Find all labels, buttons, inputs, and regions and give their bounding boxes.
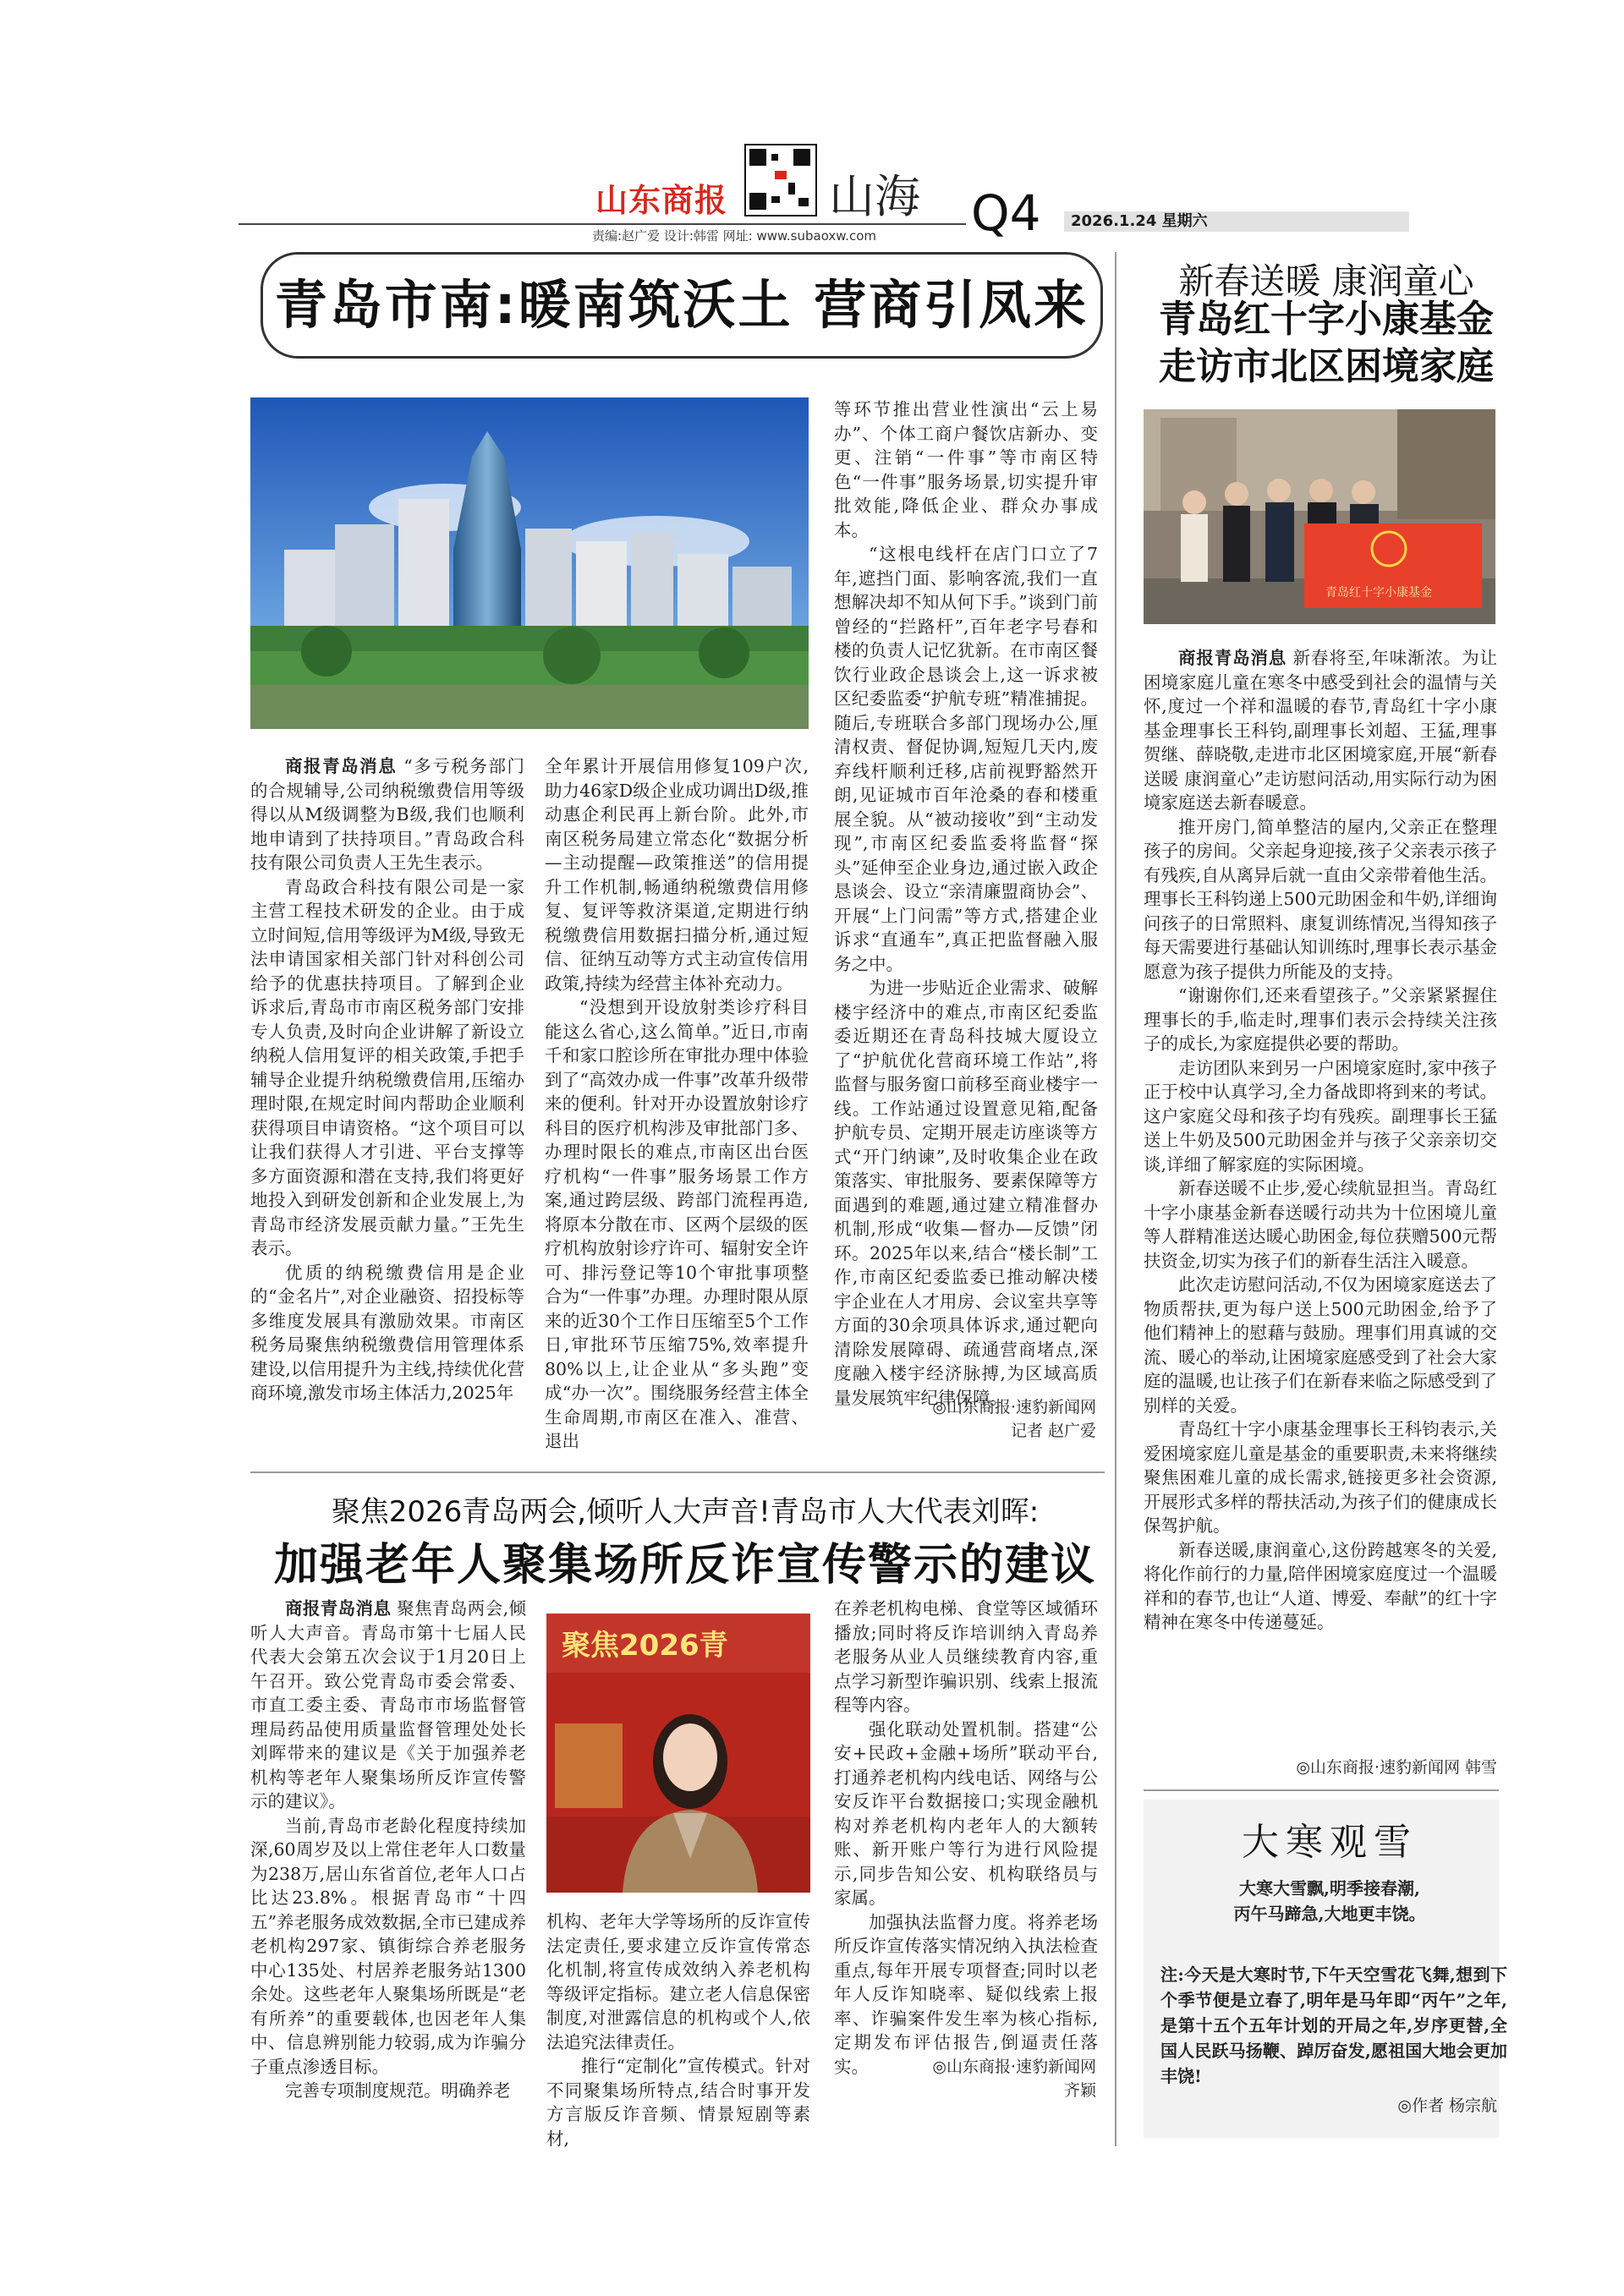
sidebar-para-8: 新春送暖,康润童心,这份跨越寒冬的关爱,将化作前行的力量,陪伴困境家庭度过一个温暖祥和的春节,也让“人道、博爱、奉献”的红十字精神在寒冬中传递蔓延。 [1144,1539,1497,1632]
lead-col2-para-1: 全年累计开展信用修复109户次,助力46家D级企业成功调出D级,推动惠企利民再上新台阶。此外,市南区税务局建立常态化“数据分析—主动提醒—政策推送”的信用提升工作机制,畅通纳税缴费信用修复、复评等救济渠道,定期进行纳税缴费信用数据扫描分析,通过短信、征纳互动等方式主动宣传信用政策,持续为经营主体补充动力。 [545,756,809,994]
qr-code-icon [744,144,817,216]
second-col2-para-1: 机构、老年大学等场所的反诈宣传法定责任,要求建立反诈宣传常态化机制,将宣传成效纳入养老机构等级评定指标。建立老人信息保密制度,对泄露信息的机构或个人,依法追究法律责任。 [546,1911,810,2052]
poem-lines [1144,1876,1516,1926]
sidebar-para-5: 新春送暖不止步,爱心续航显担当。青岛红十字小康基金新春送暖行动共为十位困境儿童等人群精准送达暖心助困金,每位获赠500元帮扶资金,切实为孩子们的新春生活注入暖意。 [1144,1178,1497,1271]
lead-col3-para-2: “这根电线杆在店门口立了7年,遮挡门面、影响客流,我们一直想解决却不知从何下手。”谈到门前曾经的“拦路杆”,百年老字号春和楼的负责人记忆犹新。在市南区餐饮行业政企恳谈会上,这一诉求被区纪委监委“护航专班”精准捕捉。随后,专班联合多部门现场办公,厘清权责、督促协调,短短几天内,废弃线杆顺利迁移,店前视野豁然开朗,见证城市百年沧桑的春和楼重展全貌。从“被动接收”到“主动发现”,市南区纪委监委将监督“探头”延伸至企业身边,通过嵌入政企恳谈会、设立“亲清廉盟商协会”、开展“上门问需”等方式,搭建企业诉求“直通车”,真正把监督融入服务之中。 [834,544,1098,974]
sidebar-para-6: 此次走访慰问活动,不仅为困境家庭送去了物质帮扶,更为每户送上500元助困金,给予了他们精神上的慰藉与鼓励。理事们用真诚的交流、暖心的举动,让困境家庭感受到了社会大家庭的温暖,也让孩子们在新春来临之际感受到了别样的关爱。 [1144,1274,1497,1416]
lead-col3-para-3: 为进一步贴近企业需求、破解楼宇经济中的难点,市南区纪委监委近期还在青岛科技城大厦设立了“护航优化营商环境工作站”,将监督与服务窗口前移至商业楼宇一线。工作站通过设置意见箱,配备护航专员、定期开展走访座谈等方式“开门纳谏”,及时收集企业在政策落实、审批服务、要素保障等方面遇到的难题,通过建立精准督办机制,形成“收集—督办—反馈”闭环。2025年以来,结合“楼长制”工作,市南区纪委监委已推动解决楼宇企业在人才用房、会议室共享等方面的30余项具体诉求,通过靶向清除发展障碍、疏通营商堵点,深度融入楼宇经济脉搏,为区域高质量发展筑牢纪律保障。 [834,978,1098,1408]
sidebar-headline-line-2: 走访市北区困境家庭 [1159,345,1494,388]
second-byline-reporter: 齐颖 [1063,2081,1096,2100]
masthead-rule [239,223,966,225]
poem-title: 大寒观雪 [1242,1821,1418,1864]
photo-banner-text: 聚焦2026青 [562,1629,728,1663]
page-number: Q4 [971,184,1041,242]
poem-divider [1144,1789,1499,1791]
lead-headline: 青岛市南:暖南筑沃土 营商引凤来 [261,252,1103,359]
poem-line-1: 大寒大雪飘,明季接春潮, [1239,1878,1420,1899]
lead-byline-source: ◎山东商报·速豹新闻网 [932,1398,1096,1417]
second-col3-para-3: 加强执法监督力度。将养老场所反诈宣传落实情况纳入执法检查重点,每年开展专项督查;同时以老年人反诈知晓率、疑似线索上报率、诈骗案件发生率为核心指标,定期发布评估报告,倒逼责任落实。 [834,1911,1098,2077]
city-skyline-photo [250,397,809,729]
sidebar-dateline: 商报青岛消息 [1178,648,1287,668]
lead-col1-para-1-text: “多亏税务部门的合规辅导,公司纳税缴费信用等级得以从M级调整为B级,我们也顺利地申请到了扶持项目。”青岛政合科技有限公司负责人王先生表示。 [250,756,524,873]
sidebar-divider [1115,252,1116,2146]
lead-col3-para-1: 等环节推出营业性演出“云上易办”、个体工商户餐饮店新办、变更、注销“一件事”等市南区特色“一件事”服务场景,切实提升审批效能,降低企业、群众办事成本。 [834,399,1098,540]
sidebar-para-1 [1144,646,1497,815]
lead-column-3 [834,397,1098,1410]
second-col1-para-2: 当前,青岛市老龄化程度持续加深,60周岁及以上常住老年人口数量为238万,居山东省首位,老年人口占比达23.8%。根据青岛市“十四五”养老服务成效数据,全市已建成养老机构297家、镇街综合养老服务中心135处、村居养老服务站1300余处。这些老年人聚集场所既是“老有所养”的重要载体,也因老年人集中、信息辨别能力较弱,成为诈骗分子重点渗透目标。 [250,1815,526,2077]
sidebar-para-1-text: 新春将至,年味渐浓。为让困境家庭儿童在寒冬中感受到社会的温情与关怀,度过一个祥和温暖的春节,青岛红十字小康基金理事长王科钧,副理事长刘超、王猛,理事贺继、薛晓敬,走进市北区困境家庭,开展“新春送暖 康润童心”走访慰问活动,用实际行动为困境家庭送去新春暖意。 [1144,648,1497,813]
lead-byline [846,1395,1096,1443]
sidebar-headline-line-1: 青岛红十字小康基金 [1159,298,1494,341]
second-byline-source: ◎山东商报·速豹新闻网 [932,2058,1096,2076]
second-column-1 [250,1597,526,2103]
banner-caption: 青岛红十字小康基金 [1325,586,1432,600]
sidebar-byline: ◎山东商报·速豹新闻网 韩雪 [1296,1758,1497,1777]
second-column-2 [546,1910,810,2151]
lead-byline-reporter: 记者 赵广爱 [1010,1422,1096,1440]
sidebar-para-7: 青岛红十字小康基金理事长王科钧表示,关爱困境家庭儿童是基金的重要职责,未来将继续聚焦困难儿童的成长需求,链接更多社会资源,开展形式多样的帮扶活动,为孩子们的健康成长保驾护航。 [1144,1419,1497,1536]
sidebar-para-2: 推开房门,简单整洁的屋内,父亲正在整理孩子的房间。父亲起身迎接,孩子父亲表示孩子有残疾,自从离异后就一直由父亲带着他生活。理事长王科钧递上500元助困金和牛奶,详细询问孩子的日常照料、康复训练情况,当得知孩子每天需要进行基础认知训练时,理事长表示基金愿意为孩子提供力所能及的支持。 [1144,816,1497,982]
second-column-3 [834,1597,1098,2079]
lead-col1-para-2: 青岛政合科技有限公司是一家主营工程技术研发的企业。由于成立时间短,信用等级评为M级,导致无法申请国家相关部门针对科创公司给予的优惠扶持项目。了解到企业诉求后,青岛市市南区税务部门安排专人负责,及时向企业讲解了新设立纳税人信用复评的相关政策,手把手辅导企业提升纳税缴费信用,压缩办理时限,在规定时间内帮助企业顺利获得项目申请资格。“这个项目可以让我们获得人才引进、平台支撑等多方面资源和潜在支持,我们将更好地投入到研发创新和企业发展上,为青岛市经济发展贡献力量。”王先生表示。 [250,876,524,1258]
second-col1-dateline: 商报青岛消息 [285,1598,392,1619]
skyline-illustration [250,397,809,729]
lead-col1-para-3: 优质的纳税缴费信用是企业的“金名片”,对企业融资、招投标等多维度发展具有激励效果。市南区税务局聚焦纳税缴费信用管理体系建设,以信用提升为主线,持续优化营商环境,激发市场主体活力,2025年 [250,1262,524,1403]
sidebar-headline [1132,296,1521,391]
second-headline: 加强老年人聚集场所反诈宣传警示的建议 [273,1540,1096,1591]
second-kicker: 聚焦2026青岛两会,倾听人大声音!青岛市人大代表刘晖: [331,1495,1040,1529]
second-col1-para-1 [250,1597,526,1814]
poem-line-2: 丙午马蹄急,大地更丰饶。 [1233,1904,1426,1924]
delegate-portrait-photo [546,1614,810,1893]
masthead-credits: 责编:赵广爱 设计:韩雷 网址: www.subaoxw.com [592,228,876,244]
lead-col2-para-2: “没想到开设放射类诊疗科目能这么省心,这么简单。”近日,市南千和家口腔诊所在审批办理中体验到了“高效办成一件事”改革升级带来的便利。针对开办设置放射诊疗科目的医疗机构涉及审批部门多、办理时限长的难点,市南区出台医疗机构“一件事”服务场景工作方案,通过跨层级、跨部门流程再造,将原本分散在市、区两个层级的医疗机构放射诊疗许可、辐射安全许可、排污登记等10个审批事项整合为“一件事”办理。办理时限从原来的近30个工作日压缩至5个工作日,审批环节压缩75%,效率提升80%以上,让企业从“多头跑”变成“办一次”。围绕服务经营主体全生命周期,市南区在准入、准营、退出 [545,997,809,1451]
second-col3-para-2: 强化联动处置机制。搭建“公安+民政+金融+场所”联动平台,打通养老机构内线电话、网络与公安反诈平台数据接口;实现金融机构对养老机构内老年人的大额转账、新开账户等行为进行风险提示,同步告知公安、机构联络员与家属。 [834,1718,1098,1908]
second-col3-para-1: 在养老机构电梯、食堂等区域循环播放;同时将反诈培训纳入青岛养老服务从业人员继续教育内容,重点学习新型诈骗识别、线索上报流程等内容。 [834,1598,1098,1715]
sidebar-para-4: 走访团队来到另一户困境家庭时,家中孩子正于校中认真学习,全力备战即将到来的考试。这户家庭父母和孩子均有残疾。副理事长王猛送上牛奶及500元助困金并与孩子父亲亲切交谈,详细了解家庭的实际困境。 [1144,1057,1497,1175]
issue-date: 2026.1.24 星期六 [1064,211,1409,232]
second-col1-para-1-text: 聚焦青岛两会,倾听人大声音。青岛市第十七届人民代表大会第五次会议于1月20日上午召开。致公党青岛市委会常委、市直工委主委、青岛市市场监督管理局药品使用质量监督管理处处长刘晖带来的建议是《关于加强养老机构等老年人聚集场所反诈宣传警示的建议》。 [250,1598,526,1811]
lead-col1-para-1 [250,754,524,875]
lead-column-2 [545,754,809,1454]
poem-note: 注:今天是大寒时节,下午天空雪花飞舞,想到下个季节便是立春了,明年是马年即“丙午”之年,是第十五个五年计划的开局之年,岁序更替,全国人民跃马扬鞭、踔厉奋发,愿祖国大地会更加丰饶! [1160,1964,1507,2086]
lead-col1-dateline: 商报青岛消息 [285,756,398,776]
second-byline [846,2055,1096,2102]
sidebar-kicker: 新春送暖 康润童心 [1178,260,1474,302]
section-name: 山海 [829,170,920,223]
section-divider [250,1471,1105,1473]
sidebar-body [1144,646,1497,1635]
lead-column-1 [250,754,524,1406]
volunteers-illustration [1144,409,1495,624]
masthead-brand: 山东商报 [595,182,728,219]
poem-byline: ◎作者 杨宗航 [1397,2096,1497,2115]
second-col2-para-2: 推行“定制化”宣传模式。针对不同聚集场所特点,结合时事开发方言版反诈音频、情景短剧等素材, [546,2056,810,2149]
sidebar-para-3: “谢谢你们,还来看望孩子。”父亲紧紧握住理事长的手,临走时,理事们表示会持续关注孩子的成长,为家庭提供必要的帮助。 [1144,985,1497,1054]
second-col1-para-3: 完善专项制度规范。明确养老 [285,2080,511,2101]
volunteers-photo [1144,409,1495,624]
